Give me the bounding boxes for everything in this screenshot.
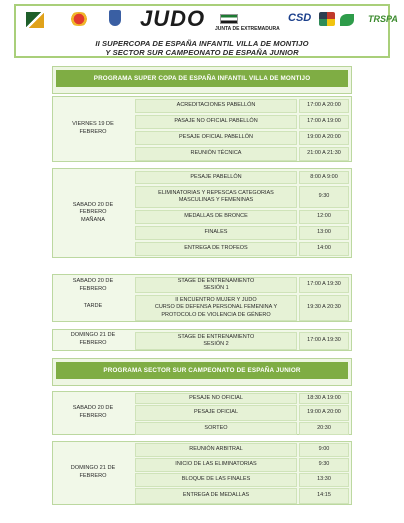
table-row bbox=[135, 99, 349, 113]
time-cell: 14:00 bbox=[299, 242, 349, 256]
extremadura-flag-icon bbox=[220, 14, 238, 24]
activity-cell: REUNIÓN ARBITRAL bbox=[135, 443, 297, 457]
time-cell: 18:30 A 19:00 bbox=[299, 393, 349, 404]
activity-cell: ENTREGA DE TROFEOS bbox=[135, 242, 297, 256]
program2-title: PROGRAMA SECTOR SUR CAMPEONATO DE ESPAÑA JUNIOR bbox=[56, 362, 348, 379]
schedule-block-sabado-tarde bbox=[52, 274, 352, 322]
time-cell: 17:00 A 20:00 bbox=[299, 99, 349, 113]
day-label: SABADO 20 DE FEBRERO MAÑANA bbox=[72, 201, 114, 223]
youth-logo-icon bbox=[340, 14, 354, 26]
schedule-block-viernes bbox=[52, 96, 352, 162]
schedule-block-junior-sabado bbox=[52, 391, 352, 435]
activity-cell: PASAJE NO OFICIAL PABELLÓN bbox=[135, 115, 297, 129]
time-cell: 13:30 bbox=[299, 473, 349, 487]
day-label: DOMINGO 21 DE FEBRERO bbox=[70, 465, 116, 479]
government-logo-icon bbox=[319, 12, 335, 26]
schedule-block-sabado-manana bbox=[52, 168, 352, 258]
table-row bbox=[135, 393, 349, 404]
activity-cell: MEDALLAS DE BRONCE bbox=[135, 210, 297, 224]
table-row bbox=[135, 422, 349, 435]
time-cell: 21:00 A 21:30 bbox=[299, 147, 349, 161]
activity-cell: PESAJE NO OFICIAL bbox=[135, 393, 297, 404]
time-cell: 9:00 bbox=[299, 443, 349, 457]
day-label: SABADO 20 DE FEBRERO bbox=[72, 278, 114, 292]
table-row bbox=[135, 186, 349, 208]
activity-cell: STAGE DE ENTRENAMIENTO SESIÓN 1 bbox=[135, 277, 297, 293]
table-row bbox=[135, 332, 349, 350]
day-period-label: TARDE bbox=[83, 303, 103, 309]
activity-cell: ENTREGA DE MEDALLAS bbox=[135, 488, 297, 504]
activity-cell: PESAJE OFICIAL bbox=[135, 405, 297, 421]
time-cell: 9:30 bbox=[299, 458, 349, 472]
activity-cell: PESAJE OFICIAL PABELLÓN bbox=[135, 131, 297, 145]
schedule-block-junior-domingo bbox=[52, 441, 352, 505]
csd-logo: CSD bbox=[288, 12, 312, 24]
activity-cell: PESAJE PABELLÓN bbox=[135, 171, 297, 184]
activity-cell: STAGE DE ENTRENAMIENTO SESIÓN 2 bbox=[135, 332, 297, 350]
day-label: VIERNES 19 DE FEBRERO bbox=[72, 121, 114, 135]
time-cell: 17:00 A 19:30 bbox=[299, 277, 349, 293]
activity-cell: BLOQUE DE LAS FINALES bbox=[135, 473, 297, 487]
table-row bbox=[135, 115, 349, 129]
activity-cell: FINALES bbox=[135, 226, 297, 240]
logo-row bbox=[16, 6, 398, 36]
header-banner bbox=[14, 4, 398, 58]
time-cell: 17:00 A 19:30 bbox=[299, 332, 349, 350]
time-cell: 19:00 A 20:00 bbox=[299, 131, 349, 145]
table-row bbox=[135, 131, 349, 145]
banner-title-line2: Y SECTOR SUR CAMPEONATO DE ESPAÑA JUNIOR bbox=[105, 48, 299, 57]
table-row bbox=[135, 488, 349, 504]
program1-title: PROGRAMA SUPER COPA DE ESPAÑA INFANTIL VILLA DE MONTIJO bbox=[56, 70, 348, 87]
table-row bbox=[135, 458, 349, 472]
activity-cell: INICIO DE LAS ELIMINATORIAS bbox=[135, 458, 297, 472]
table-row bbox=[135, 147, 349, 161]
activity-cell: SORTEO bbox=[135, 422, 297, 435]
day-label: DOMINGO 21 DE FEBRERO bbox=[70, 332, 116, 346]
table-row bbox=[135, 473, 349, 487]
table-row bbox=[135, 171, 349, 184]
town-crest-icon bbox=[109, 10, 121, 26]
table-row bbox=[135, 443, 349, 457]
time-cell: 14:15 bbox=[299, 488, 349, 504]
schedule-block-domingo bbox=[52, 329, 352, 351]
judo-title: JUDO bbox=[140, 6, 206, 31]
banner-title-line1: II SUPERCOPA DE ESPAÑA INFANTIL VILLA DE MONTIJO bbox=[95, 39, 309, 48]
time-cell: 9:30 bbox=[299, 186, 349, 208]
sponsor-logo-icon bbox=[68, 12, 90, 26]
table-row bbox=[135, 405, 349, 421]
table-row bbox=[135, 295, 349, 321]
time-cell: 17:00 A 19:00 bbox=[299, 115, 349, 129]
activity-cell: ELIMINATORIAS Y REPESCAS CATEGORIAS MASCULINAS Y FEMENINAS bbox=[135, 186, 297, 208]
day-label: SABADO 20 DE FEBRERO bbox=[72, 405, 114, 419]
time-cell: 12:00 bbox=[299, 210, 349, 224]
federation-logo-icon bbox=[24, 8, 50, 36]
time-cell: 8:00 A 9:00 bbox=[299, 171, 349, 184]
time-cell: 19:00 A 20:00 bbox=[299, 405, 349, 421]
tr-logo: TRSPA bbox=[368, 14, 398, 24]
table-row bbox=[135, 226, 349, 240]
table-row bbox=[135, 277, 349, 293]
table-row bbox=[135, 242, 349, 256]
time-cell: 19:30 A 20:30 bbox=[299, 295, 349, 321]
junta-label: JUNTA DE EXTREMADURA bbox=[215, 26, 280, 32]
time-cell: 20:30 bbox=[299, 422, 349, 435]
table-row bbox=[135, 210, 349, 224]
time-cell: 13:00 bbox=[299, 226, 349, 240]
activity-cell: II ENCUENTRO MUJER Y JUDO CURSO DE DEFENSA PERSONAL FEMENINA Y PROTOCOLO DE VIOLENCIA DE GÉNERO bbox=[135, 295, 297, 321]
activity-cell: REUNIÓN TÉCNICA bbox=[135, 147, 297, 161]
activity-cell: ACREDITACIONES PABELLÓN bbox=[135, 99, 297, 113]
